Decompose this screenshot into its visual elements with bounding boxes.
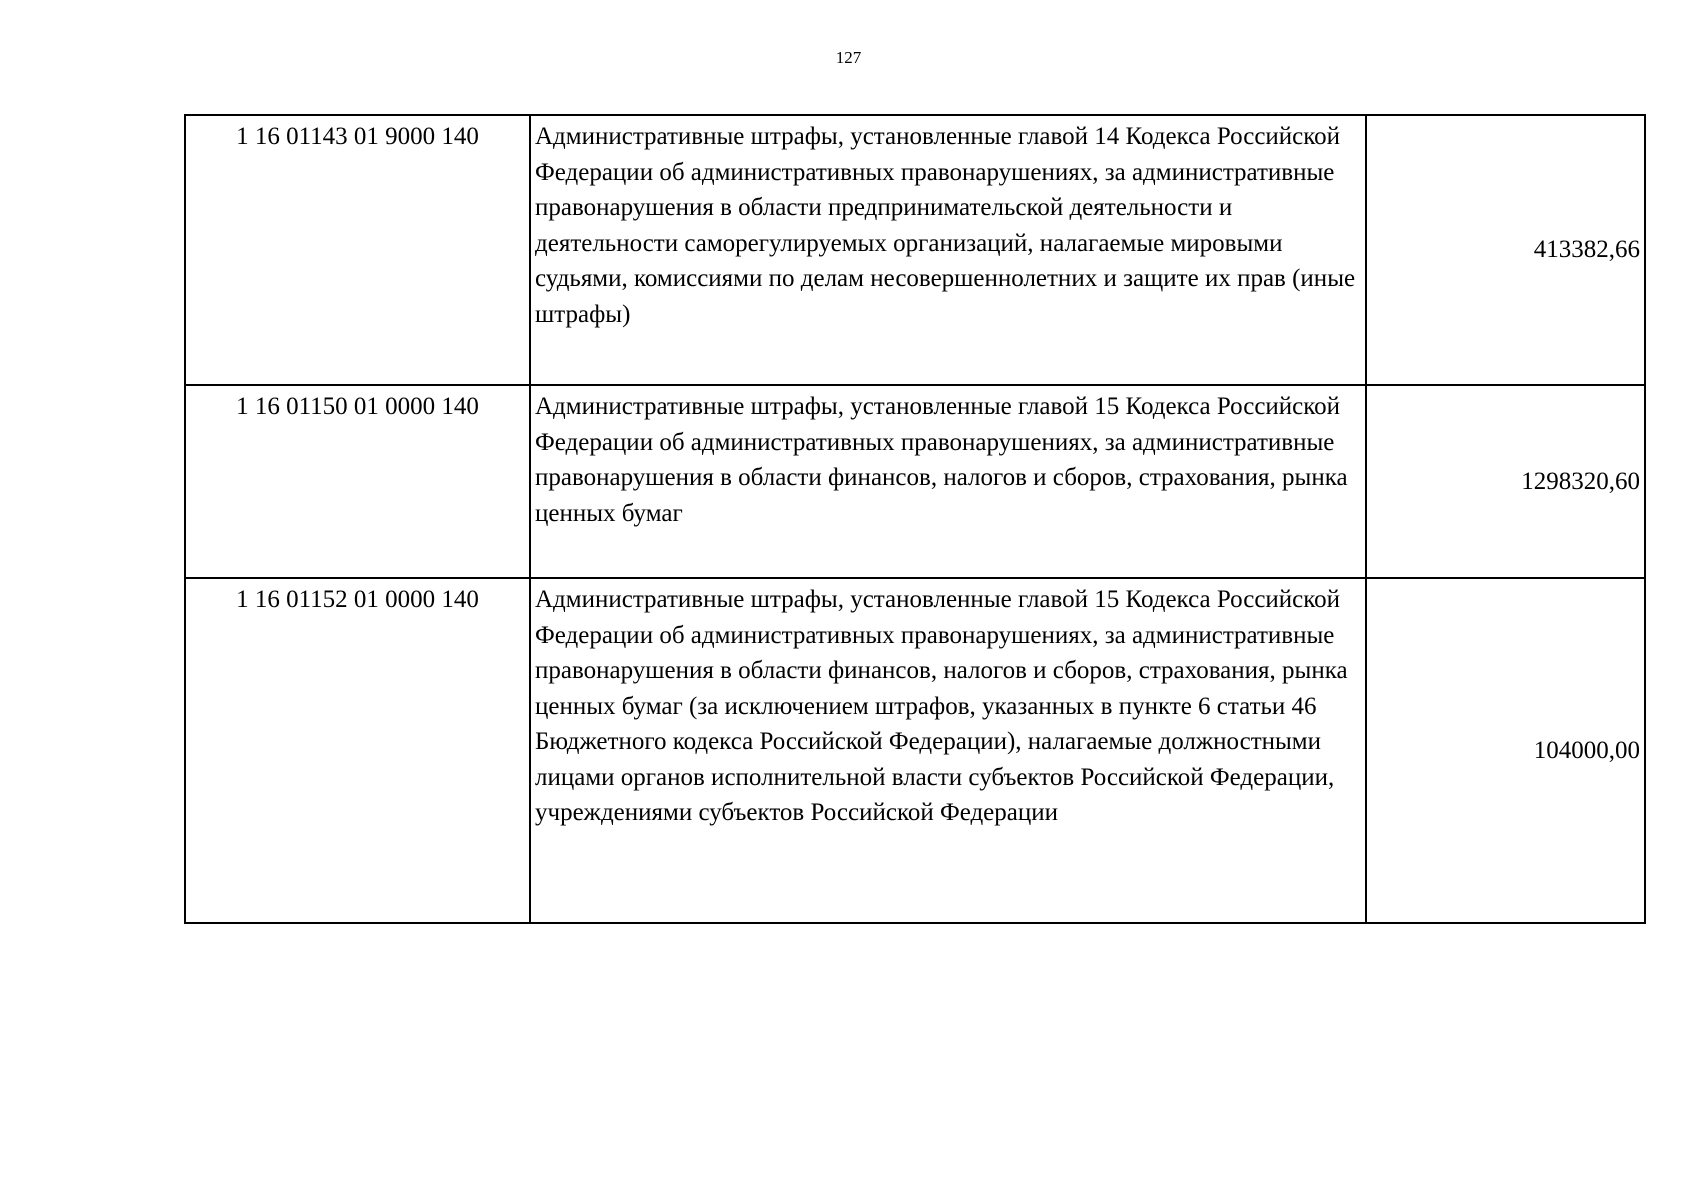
amount-cell: 104000,00: [1366, 578, 1645, 923]
description-cell: [530, 385, 1366, 578]
table-row: [185, 115, 1645, 385]
description-cell: [530, 115, 1366, 385]
budget-code-cell: 1 16 01152 01 0000 140: [185, 578, 530, 923]
budget-code-cell: 1 16 01150 01 0000 140: [185, 385, 530, 578]
page-number: 127: [835, 48, 862, 67]
description-text: Административные штрафы, установленные главой 15 Кодекса Российской Федерации об административных правонарушениях, за административные правонарушения в области финансов, налогов и сборов, страхования, рынка ценных бумаг (за исключением штрафов, указанных в пункте 6 статьи 46 Бюджетного кодекса Российской Федерации), налагаемые должностными лицами органов исполнительной власти субъектов Российской Федерации, учреждениями субъектов Российской Федерации: [535, 586, 1348, 826]
budget-code-cell: 1 16 01143 01 9000 140: [185, 115, 530, 385]
table-row: [185, 578, 1645, 923]
description-cell: [530, 578, 1366, 923]
budget-table: [184, 114, 1646, 924]
table-row: [185, 385, 1645, 578]
description-text: Административные штрафы, установленные главой 15 Кодекса Российской Федерации об административных правонарушениях, за административные правонарушения в области финансов, налогов и сборов, страхования, рынка ценных бумаг: [535, 393, 1348, 527]
description-text: Административные штрафы, установленные главой 14 Кодекса Российской Федерации об административных правонарушениях, за административные правонарушения в области предпринимательской деятельности и деятельности саморегулируемых организаций, налагаемые мировыми судьями, комиссиями по делам несовершеннолетних и защите их прав (иные штрафы): [535, 123, 1356, 328]
amount-cell: 1298320,60: [1366, 385, 1645, 578]
amount-cell: 413382,66: [1366, 115, 1645, 385]
